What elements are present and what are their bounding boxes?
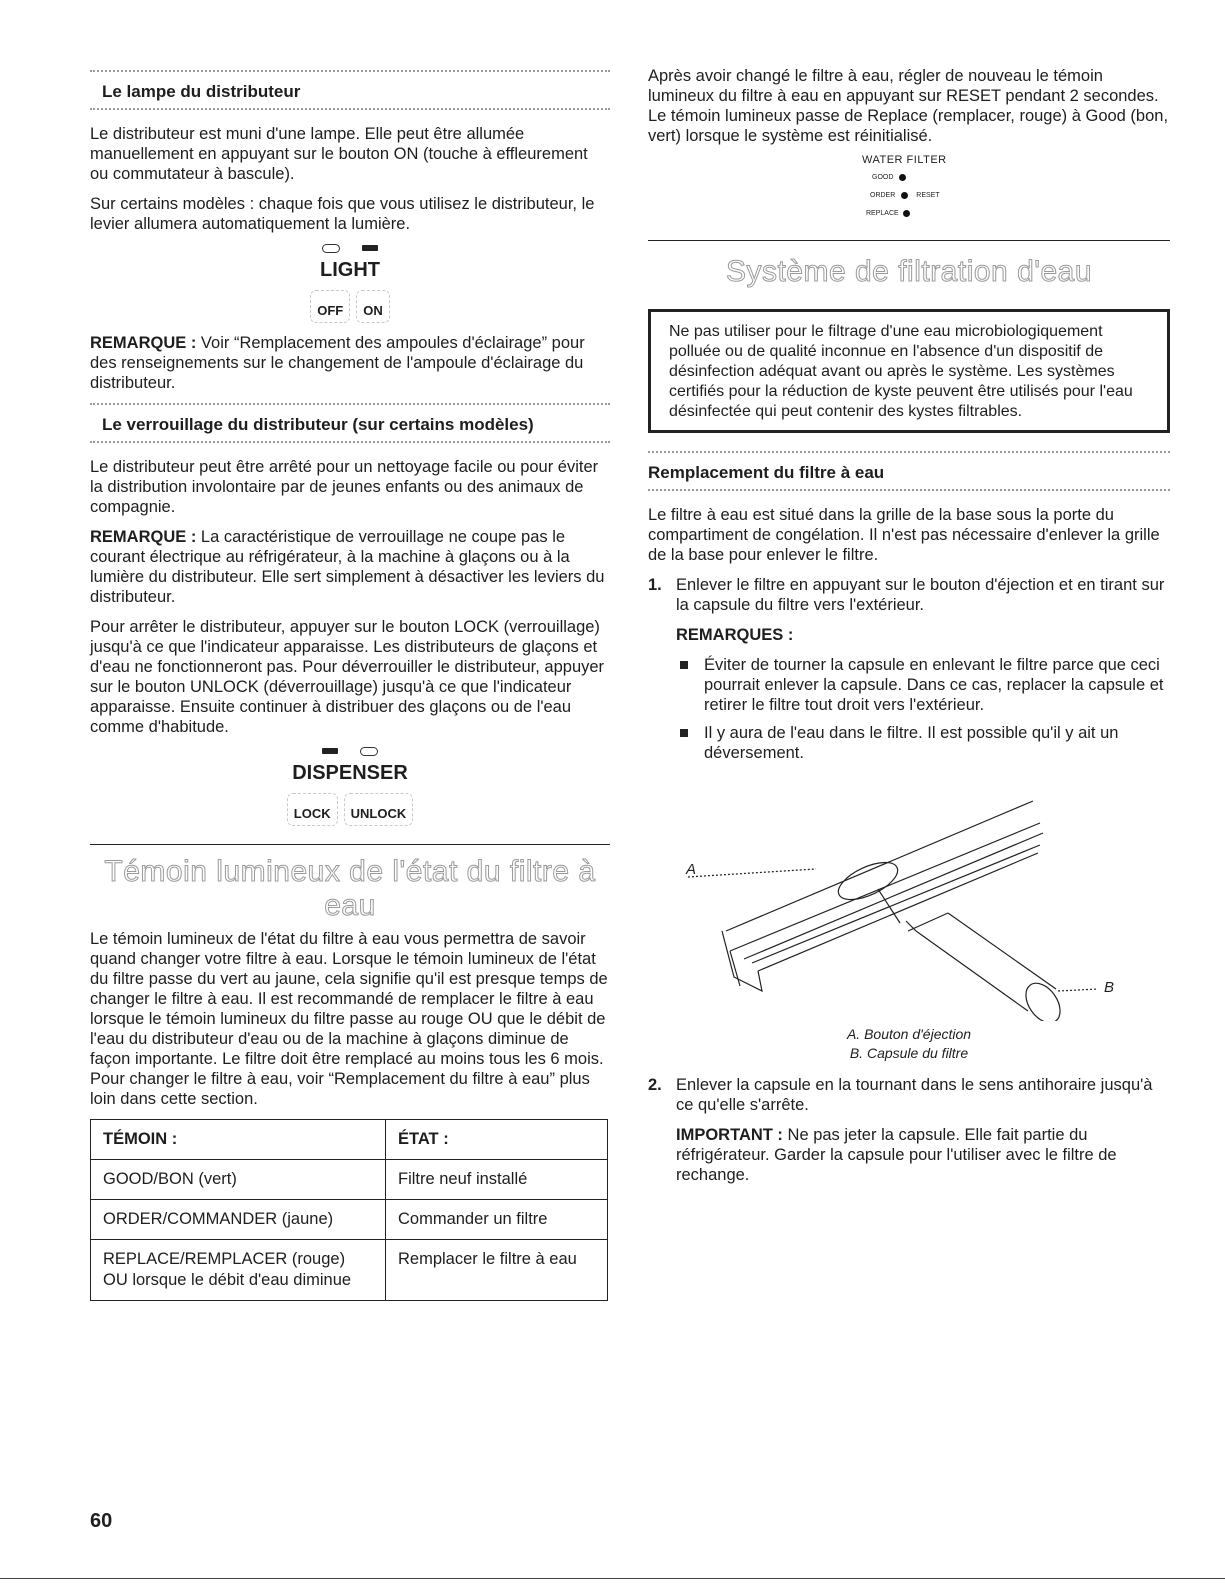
table-cell: ORDER/COMMANDER (jaune): [91, 1200, 386, 1240]
replace-paragraph-1: Le filtre à eau est situé dans la grille de la base sous la porte du compartiment de congélation. Il n'est pas nécessaire d'enlever la grille de la base pour enlever le filtre.: [648, 506, 1160, 564]
table-cell: Filtre neuf installé: [386, 1160, 608, 1200]
caption-b: B. Capsule du filtre: [849, 1045, 969, 1061]
warning-box: [648, 309, 1170, 433]
replace-heading: Remplacement du filtre à eau: [648, 463, 885, 482]
table-header-row: [91, 1120, 608, 1160]
indicator-off-icon: [322, 244, 340, 253]
water-filter-title: WATER FILTER: [862, 154, 947, 166]
reset-paragraph: Après avoir changé le filtre à eau, régler de nouveau le témoin lumineux du filtre à eau en appuyant sur RESET pendant 2 secondes. Le témoin lumineux passe de Replace (remplacer, rouge) à Good (bon, vert) lorsque le système est réinitialisé.: [648, 67, 1169, 145]
replace-row: [866, 210, 910, 217]
right-column: [648, 66, 1170, 1203]
figure-label-a: A: [686, 861, 697, 878]
step-2-text: Enlever la capsule en la tournant dans le sens antihoraire jusqu'à ce qu'elle s'arrête.: [676, 1076, 1153, 1114]
step-2: [648, 1075, 1170, 1195]
bottom-rule: [0, 1578, 1225, 1579]
filter-figure: [648, 781, 1170, 1021]
order-led-icon: [901, 192, 908, 199]
step-1: [648, 575, 1170, 771]
figure-label-b: B: [1104, 979, 1115, 996]
note-label: REMARQUE :: [90, 334, 197, 352]
on-button-label: ON: [356, 290, 390, 323]
filtration-system-title: Système de filtration d'eau: [725, 255, 1093, 288]
table-header-cell: TÉMOIN :: [91, 1120, 386, 1160]
filter-status-table: [90, 1119, 608, 1301]
section-divider: [648, 240, 1170, 241]
table-header-cell: ÉTAT :: [386, 1120, 608, 1160]
note-text: Voir “Remplacement des ampoules d'éclairage” pour des renseignements sur le changement de l'ampoule d'éclairage du distributeur.: [90, 334, 585, 392]
step-body: [676, 1075, 1170, 1195]
dotted-rule: [90, 441, 610, 447]
lamp-note: [90, 333, 610, 393]
lamp-paragraph-2: Sur certains modèles : chaque fois que vous utilisez le distributeur, le levier allumera automatiquement la lumière.: [90, 195, 595, 233]
lock-note: [90, 527, 610, 607]
good-row: [872, 174, 906, 181]
indicator-on-icon: [362, 245, 378, 251]
remarks-label: [676, 625, 1170, 645]
lamp-section-header: [90, 70, 610, 114]
good-label: GOOD: [872, 174, 894, 181]
water-filter-panel: [648, 154, 1170, 234]
light-panel-title: LIGHT: [320, 259, 380, 281]
unlock-button-label: UNLOCK: [344, 793, 414, 826]
left-column: [90, 60, 610, 1301]
lock-paragraph-2: Pour arrêter le distributeur, appuyer sur le bouton LOCK (verrouillage) jusqu'à ce que l'indicateur apparaisse. Les distributeurs de glaçons et d'eau ne fonctionneront pas. Pour déverrouiller le distributeur, appuyer sur le bouton UNLOCK (déverrouillage) jusqu'à ce que l'indicateur apparaisse. Ensuite continuer à distribuer des glaçons ou de l'eau comme d'habitude.: [90, 618, 605, 736]
lamp-heading: Le lampe du distributeur: [102, 82, 301, 101]
replace-label: REPLACE: [866, 210, 899, 217]
lamp-paragraph-1: Le distributeur est muni d'une lampe. Elle peut être allumée manuellement en appuyant sur le bouton ON (touche à effleurement ou commutateur à bascule).: [90, 125, 588, 183]
important-label: IMPORTANT :: [676, 1126, 783, 1144]
page-number: 60: [90, 1510, 113, 1532]
important-note: [676, 1125, 1170, 1185]
table-cell: REPLACE/REMPLACER (rouge) OU lorsque le débit d'eau diminue: [91, 1240, 386, 1301]
indicator-unlock-icon: [360, 747, 378, 756]
indicator-section-title: Témoin lumineux de l'état du filtre à eau: [104, 855, 596, 922]
filter-illustration: [648, 781, 1170, 1021]
table-row: [91, 1240, 608, 1301]
lock-section-header: [90, 403, 610, 447]
table-cell: Remplacer le filtre à eau: [386, 1240, 608, 1301]
lock-heading: Le verrouillage du distributeur (sur certains modèles): [102, 415, 534, 434]
step-body: [676, 575, 1170, 771]
dispenser-buttons: [90, 793, 610, 826]
light-indicators: [90, 244, 610, 253]
good-led-icon: [899, 174, 906, 181]
replace-led-icon: [903, 210, 910, 217]
light-control-panel: [90, 244, 610, 323]
indicator-paragraph: Le témoin lumineux de l'état du filtre à eau vous permettra de savoir quand changer votre filtre à eau. Lorsque le témoin lumineux de l'état du filtre passe du vert au jaune, cela signifie qu'il est presque temps de changer le filtre à eau. Il est recommandé de remplacer le filtre à eau lorsque le témoin lumineux du filtre passe au rouge OU que le débit de l'eau du distributeur d'eau ou de la machine à glaçons diminue de façon importante. Le filtre doit être remplacé au moins tous les 6 mois. Pour changer le filtre à eau, voir “Remplacement du filtre à eau” plus loin dans cette section.: [90, 930, 608, 1108]
section-divider: [90, 844, 610, 845]
table-cell: GOOD/BON (vert): [91, 1160, 386, 1200]
table-row: [91, 1160, 608, 1200]
figure-caption: [648, 1025, 1170, 1063]
step-number: 2.: [648, 1076, 662, 1094]
table-cell: Commander un filtre: [386, 1200, 608, 1240]
off-button-label: OFF: [310, 290, 350, 323]
list-item: [676, 723, 1170, 763]
lock-button-label: LOCK: [287, 793, 338, 826]
bullet-square-icon: [680, 729, 688, 737]
replace-section-header: [648, 451, 1170, 495]
dispenser-panel-title: DISPENSER: [292, 762, 408, 784]
order-row: [870, 192, 940, 199]
dotted-rule: [90, 108, 610, 114]
bullet-text: Éviter de tourner la capsule en enlevant le filtre parce que ceci pourrait enlever la capsule. Dans ce cas, replacer la capsule et retirer le filtre tout droit vers l'extérieur.: [704, 656, 1164, 714]
warning-text: Ne pas utiliser pour le filtrage d'une eau microbiologiquement polluée ou de qualité inconnue en l'absence d'un dispositif de désinfection adéquat avant ou après le système. Les systèmes certifiés pour la réduction de kyste peuvent être utilisés pour l'eau désinfectée qui peut contenir des kystes filtrables.: [669, 323, 1133, 420]
dispenser-control-panel: [90, 747, 610, 826]
indicator-lock-icon: [322, 748, 338, 754]
bullet-text: Il y aura de l'eau dans le filtre. Il est possible qu'il y ait un déversement.: [704, 724, 1119, 762]
list-item: [676, 655, 1170, 715]
remarks-label-text: REMARQUES :: [676, 626, 794, 644]
table-row: [91, 1200, 608, 1240]
order-label: ORDER: [870, 192, 896, 199]
dotted-rule: [648, 489, 1170, 495]
bullet-square-icon: [680, 661, 688, 669]
reset-label: RESET: [916, 192, 940, 199]
important-text: Ne pas jeter la capsule. Elle fait partie du réfrigérateur. Garder la capsule pour l'utiliser avec le filtre de rechange.: [676, 1126, 1117, 1184]
step-number: 1.: [648, 576, 662, 594]
light-buttons: [90, 290, 610, 323]
note-text: La caractéristique de verrouillage ne coupe pas le courant électrique au réfrigérateur, à la machine à glaçons ou à la lumière du distributeur. Elle sert simplement à désactiver les leviers du distributeur.: [90, 528, 605, 606]
note-label: REMARQUE :: [90, 528, 197, 546]
lock-paragraph-1: Le distributeur peut être arrêté pour un nettoyage facile ou pour éviter la distribution involontaire par de jeunes enfants ou des animaux de compagnie.: [90, 458, 599, 516]
step-1-text: Enlever le filtre en appuyant sur le bouton d'éjection et en tirant sur la capsule du filtre vers l'extérieur.: [676, 576, 1165, 614]
caption-a: A. Bouton d'éjection: [846, 1026, 972, 1042]
dispenser-indicators: [90, 747, 610, 756]
